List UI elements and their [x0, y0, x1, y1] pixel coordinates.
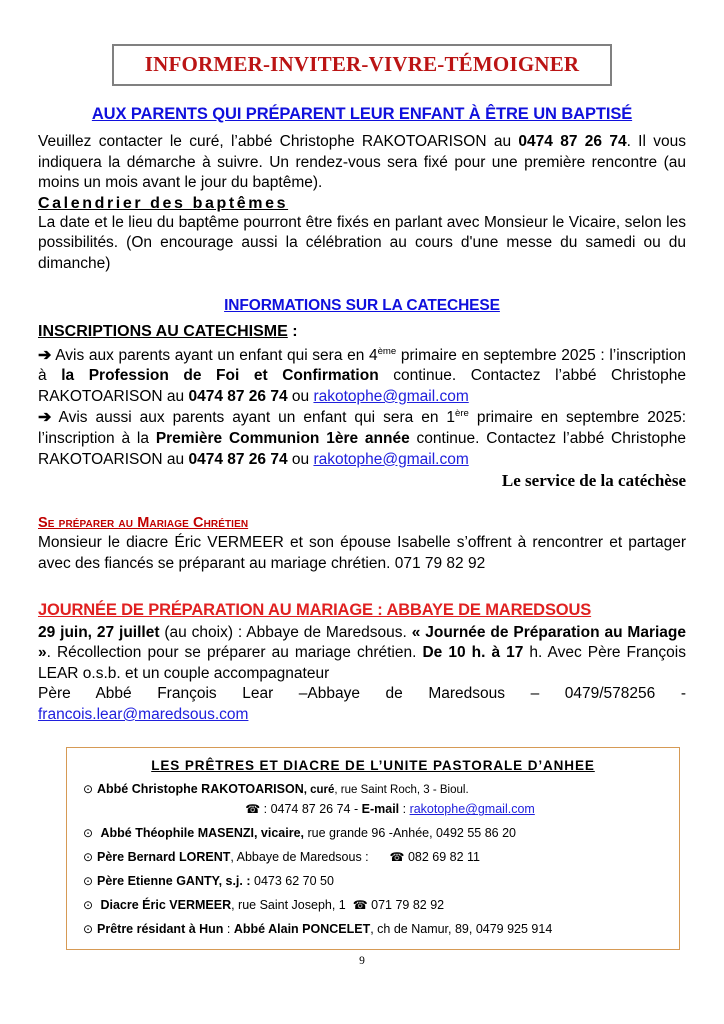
priest-name: Abbé Christophe RAKOTOARISON — [97, 781, 304, 796]
phone-icon: ☎ — [352, 898, 368, 913]
priest-phone: : 0474 87 26 74 - — [263, 802, 362, 817]
phone-icon: ☎ — [245, 802, 261, 817]
circle-dot-icon: ⊙ — [83, 850, 94, 865]
journee-email-line — [38, 705, 686, 726]
page-content — [38, 44, 686, 950]
arrow-icon: ➔ — [38, 346, 52, 364]
mariage-paragraph: Monsieur le diacre Éric VERMEER et son épouse Isabelle s’offrent à rencontrer et partager avec des fiancés se préparant au mariage chrétien. 071 79 82 92 — [38, 534, 686, 572]
priest-address: , rue Saint Roch, 3 - Bioul. — [334, 783, 469, 796]
journee-text-c: h. Avec Père François LEAR o.s.b. et un couple accompagnateur — [38, 644, 686, 682]
list-item — [79, 826, 667, 841]
priest-role: , curé — [303, 783, 335, 796]
priest-address: , rue Saint Joseph, 1 — [231, 898, 346, 913]
priest-address: , ch de Namur, 89, 0479 925 914 — [370, 922, 553, 937]
priest-email-link[interactable]: rakotophe@gmail.com — [409, 802, 535, 817]
priest-name: Abbé Alain PONCELET — [233, 922, 371, 937]
item1-phone: 0474 87 26 74 — [188, 387, 288, 405]
circle-dot-icon: ⊙ — [83, 898, 94, 913]
journee-bold-b: « Journée de Préparation au Mariage » — [38, 623, 687, 662]
baptism-heading: AUX PARENTS QUI PRÉPARENT LEUR ENFANT À ÊTRE UN BAPTISÉ — [91, 105, 633, 123]
priest-phone: 071 79 82 92 — [371, 898, 445, 913]
item1-text-a: Avis aux parents ayant un enfant qui sera en 4 — [55, 346, 378, 364]
priest-name: Diacre Éric VERMEER — [100, 898, 232, 913]
item1-email-link[interactable]: rakotophe@gmail.com — [313, 387, 469, 405]
priest-contact-line — [83, 802, 667, 817]
baptism-phone: 0474 87 26 74 — [518, 133, 627, 150]
journee-bold-c: De 10 h. à 17 — [422, 644, 524, 662]
catechisme-subheading-colon: : — [287, 322, 298, 340]
baptism-p1-after: . Il vous indiquera la démarche à suivre. Un rendez-vous sera fixé pour une première rencontre (au moins un mois avant le jour du baptême). — [38, 133, 686, 192]
calendar-heading: Calendrier des baptêmes — [38, 194, 289, 212]
item2-email-link[interactable]: rakotophe@gmail.com — [313, 450, 469, 468]
item2-bold-b: Première Communion 1ère année — [155, 430, 410, 448]
email-sep: : — [399, 802, 410, 817]
catechisme-subheading — [38, 323, 686, 341]
priest-label: Prêtre résidant à Hun — [97, 922, 224, 937]
item2-phone: 0474 87 26 74 — [188, 450, 288, 468]
list-item — [79, 782, 667, 818]
baptism-paragraph-2: La date et le lieu du baptême pourront être fixés en parlant avec Monsieur le Vicaire, selon les possibilités. (On encourage aussi la célébration au cours d'une messe du samedi ou du dimanche) — [38, 213, 686, 273]
list-item — [79, 850, 667, 865]
priests-box — [66, 747, 680, 951]
catechese-heading: INFORMATIONS SUR LA CATECHESE — [224, 296, 500, 314]
circle-dot-icon: ⊙ — [83, 826, 94, 841]
page-number: 9 — [359, 955, 365, 967]
priest-phone: 082 69 82 11 — [407, 850, 480, 865]
item2-text-c: continue. Contactez l’abbé Christophe RAKOTOARISON au — [38, 430, 687, 468]
priest-sep: : — [223, 922, 234, 937]
priest-address: , Abbaye de Maredsous : — [230, 850, 369, 865]
circle-dot-icon: ⊙ — [83, 922, 94, 937]
item1-bold-b: la Profession de Foi et Confirmation — [61, 367, 379, 385]
item1-sup: ème — [377, 345, 397, 357]
journee-text-a: (au choix) : Abbaye de Maredsous. — [159, 623, 412, 641]
journee-text-b: . Récollection pour se préparer au mariage chrétien. — [46, 644, 423, 662]
journee-email-link[interactable]: francois.lear@maredsous.com — [38, 705, 249, 723]
item1-text-d: ou — [287, 387, 314, 405]
priest-name: Père Etienne GANTY, s.j. : — [97, 874, 251, 889]
calendar-heading-wrap — [38, 194, 686, 213]
mariage-heading-wrap — [38, 513, 686, 532]
catechese-item-2 — [38, 407, 686, 470]
baptism-p1-before: Veuillez contacter le curé, l’abbé Christophe RAKOTOARISON au — [38, 133, 519, 150]
circle-dot-icon: ⊙ — [83, 781, 94, 796]
item2-text-a: Avis aussi aux parents ayant un enfant qui sera en 1 — [58, 409, 456, 427]
item2-text-d: ou — [287, 450, 314, 468]
journee-heading: JOURNÉE DE PRÉPARATION AU MARIAGE : ABBAYE DE MAREDSOUS — [38, 600, 592, 619]
catechese-item-1 — [38, 345, 686, 408]
list-item — [79, 874, 667, 889]
circle-dot-icon: ⊙ — [83, 874, 94, 889]
arrow-icon: ➔ — [38, 409, 52, 427]
catechisme-subheading-text: INSCRIPTIONS AU CATECHISME — [38, 322, 288, 340]
priest-phone: 0473 62 70 50 — [250, 874, 334, 889]
item2-sup: ère — [455, 408, 469, 420]
priest-name: Père Bernard LORENT — [97, 850, 231, 865]
title-banner-text: INFORMER-INVITER-VIVRE-TÉMOIGNER — [144, 52, 580, 76]
journee-contact-line: Père Abbé François Lear –Abbaye de Maredsous – 0479/578256 - — [38, 685, 686, 703]
item2-text-b: primaire en septembre 2025: l’inscription à la — [38, 409, 687, 448]
journee-paragraph — [38, 623, 686, 685]
title-banner — [112, 44, 612, 86]
priests-box-title: LES PRÊTRES ET DIACRE DE L’UNITE PASTORALE D’ANHEE — [151, 757, 595, 773]
phone-icon: ☎ — [389, 850, 405, 865]
catechese-signature: Le service de la catéchèse — [501, 471, 686, 491]
baptism-paragraph-1 — [38, 132, 686, 194]
item1-text-b: primaire en septembre 2025 : l’inscription à — [38, 346, 687, 385]
list-item — [79, 898, 667, 913]
mariage-heading: Se préparer au Mariage Chrétien — [38, 515, 249, 532]
list-item — [79, 922, 667, 937]
priest-name: Abbé Théophile MASENZI, vicaire, — [100, 826, 304, 841]
email-label: E-mail — [361, 802, 400, 817]
journee-dates: 29 juin, 27 juillet — [38, 623, 160, 641]
priest-address: rue grande 96 -Anhée, 0492 55 86 20 — [304, 826, 516, 841]
item1-text-c: continue. Contactez l’abbé Christophe RAKOTOARISON au — [38, 367, 686, 405]
